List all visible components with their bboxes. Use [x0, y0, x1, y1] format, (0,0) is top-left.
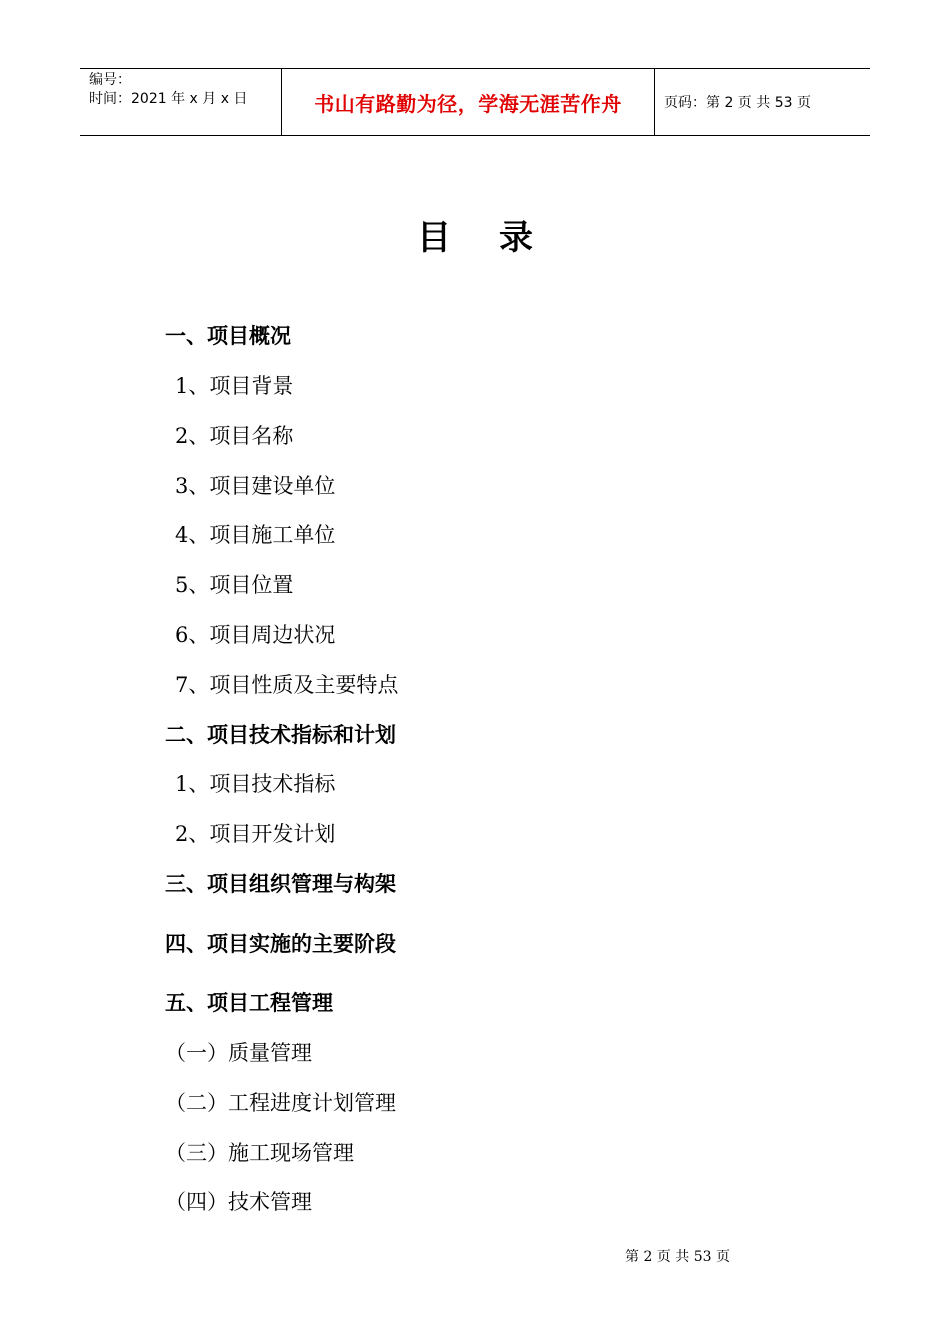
- toc-entry-1-2[interactable]: 2、项目名称: [175, 424, 294, 448]
- toc-title: 目录: [417, 218, 581, 258]
- toc-entry-1-4[interactable]: 4、项目施工单位: [175, 523, 336, 547]
- page-header: [80, 68, 870, 136]
- header-motto: 书山有路勤为径，学海无涯苦作舟: [314, 91, 622, 116]
- toc-entry-1-1[interactable]: 1、项目背景: [175, 374, 294, 398]
- document-date: 时间：2021 年 x 月 x 日: [89, 91, 248, 107]
- document-number-label: 编号：: [89, 72, 131, 88]
- toc-entry-1-5[interactable]: 5、项目位置: [175, 573, 294, 597]
- toc-entry-1-7[interactable]: 7、项目性质及主要特点: [175, 673, 399, 697]
- toc-entry-5-4[interactable]: （四）技术管理: [165, 1190, 312, 1214]
- page-footer: 第 2 页 共 53 页: [625, 1249, 730, 1265]
- header-page-info: 页码：第 2 页 共 53 页: [664, 95, 811, 111]
- toc-section-1[interactable]: 一、项目概况: [165, 324, 291, 348]
- header-meta-cell: [80, 69, 282, 135]
- toc-entry-5-2[interactable]: （二）工程进度计划管理: [165, 1091, 396, 1115]
- toc-entry-1-6[interactable]: 6、项目周边状况: [175, 623, 336, 647]
- header-motto-cell: [282, 69, 655, 135]
- toc-section-5[interactable]: 五、项目工程管理: [165, 991, 333, 1015]
- header-page-cell: [655, 69, 870, 135]
- toc-entry-5-1[interactable]: （一）质量管理: [165, 1041, 312, 1065]
- toc-entry-2-2[interactable]: 2、项目开发计划: [175, 822, 336, 846]
- toc-entry-2-1[interactable]: 1、项目技术指标: [175, 772, 336, 796]
- toc-section-3[interactable]: 三、项目组织管理与构架: [165, 872, 396, 896]
- toc-section-4[interactable]: 四、项目实施的主要阶段: [165, 932, 396, 956]
- toc-entry-1-3[interactable]: 3、项目建设单位: [175, 474, 336, 498]
- toc-entry-5-3[interactable]: （三）施工现场管理: [165, 1141, 354, 1165]
- toc-section-2[interactable]: 二、项目技术指标和计划: [165, 723, 396, 747]
